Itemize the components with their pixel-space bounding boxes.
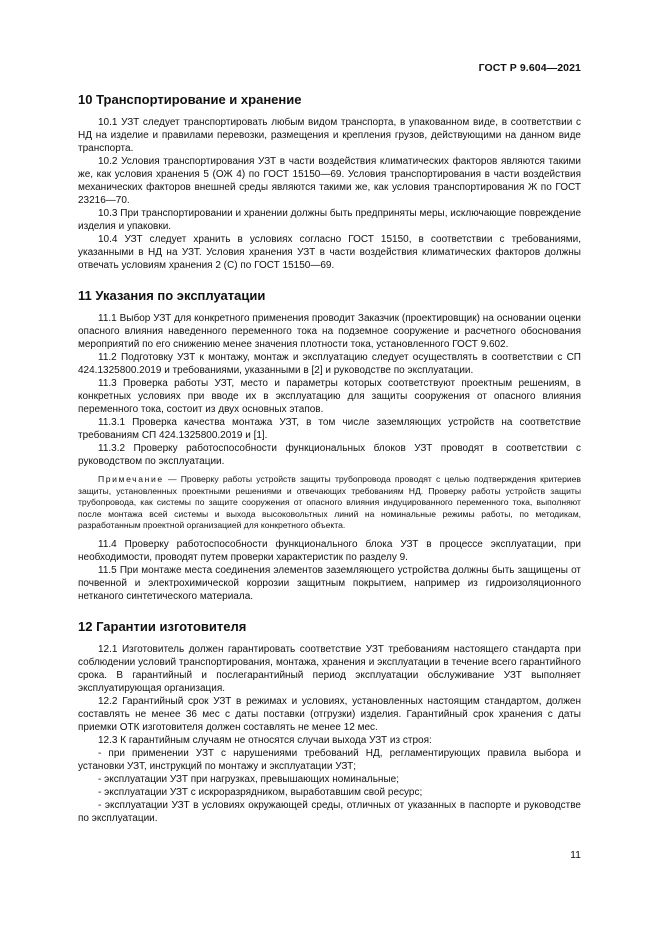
- document-id: ГОСТ Р 9.604—2021: [478, 62, 581, 74]
- paragraph-11-3-1: 11.3.1 Проверка качества монтажа УЗТ, в том числе заземляющих устройств на соответствие требованиям СП 424.1325800.2019 и [1].: [78, 417, 581, 441]
- list-item: - эксплуатации УЗТ в условиях окружающей среды, отличных от указанных в паспорте и руководстве по эксплуатации.: [78, 799, 581, 824]
- paragraph-12-2: 12.2 Гарантийный срок УЗТ в режимах и условиях, установленных настоящим стандартом, должен составлять не менее 36 мес с даты поставки (отгрузки) изделия. Гарантийный срок хранения с даты приемки ОТК изготовителя должен составлять не менее 12 мес.: [78, 695, 581, 733]
- paragraph-10-3: 10.3 При транспортировании и хранении должны быть предприняты меры, исключающие повреждение изделия и упаковки.: [78, 208, 581, 232]
- list-item: - эксплуатации УЗТ с искроразрядником, выработавшим свой ресурс;: [98, 786, 423, 798]
- paragraph-11-3-2: 11.3.2 Проверку работоспособности функциональных блоков УЗТ проводят в соответствии с руководством по эксплуатации.: [78, 443, 581, 467]
- note-text: — Проверку работы устройств защиты трубопровода проводят с целью подтверждения критериев защиты, установленных проектными решениями и отвечающих требованиям НД. Проверку работы устройств защиты трубопровода, как системы по защите сооружения от опасного влияния индуцированного переменного тока, выполняют после монтажа всей системы и выхода высоковольтных линий на номинальные режимы работы, по методикам, разработанным проектной организацией для конкретного объекта.: [78, 474, 581, 531]
- paragraph-10-4: 10.4 УЗТ следует хранить в условиях согласно ГОСТ 15150, в соответствии с требованиями, указанными в НД на УЗТ. Условия хранения УЗТ в части воздействия климатических факторов должны отвечать условиям хранения 2 (С) по ГОСТ 15150—69.: [78, 234, 581, 271]
- paragraph-12-3: 12.3 К гарантийным случаям не относятся случаи выхода УЗТ из строя:: [98, 734, 432, 746]
- section-heading: 12 Гарантии изготовителя: [78, 618, 247, 634]
- section-11: [78, 288, 581, 603]
- section-heading: 10 Транспортирование и хранение: [78, 92, 302, 107]
- paragraph-11-2: 11.2 Подготовку УЗТ к монтажу, монтаж и эксплуатацию следует осуществлять в соответствии с СП 424.1325800.2019 и требованиями, указанными в [2] и руководстве по эксплуатации.: [78, 352, 581, 376]
- section-spacer: [78, 603, 581, 619]
- paragraph-11-5: 11.5 При монтаже места соединения элементов заземляющего устройства должны быть защищены от почвенной и электрохимической коррозии защитным покрытием, например из гидроизоляционного нетканого синтетического материала.: [78, 564, 581, 602]
- paragraph-10-1: 10.1 УЗТ следует транспортировать любым видом транспорта, в упакованном виде, в соответствии с НД на изделие и правилами перевозки, размещения и крепления грузов, действующими на данном виде транспорта.: [78, 117, 581, 154]
- list-item: - при применении УЗТ с нарушениями требований НД, регламентирующих правила выбора и установки УЗТ, инструкций по монтажу и эксплуатации УЗТ;: [78, 747, 581, 772]
- note-label: Примечание: [98, 474, 164, 484]
- paragraph-12-1: 12.1 Изготовитель должен гарантировать соответствие УЗТ требованиям настоящего стандарта при соблюдении условий транспортирования, монтажа, хранения и эксплуатации в течение всего гарантийного срока. В гарантийный и послегарантийный период эксплуатации обслуживание УЗТ выполняет эксплуатирующая организация.: [78, 643, 581, 694]
- paragraph-11-1: 11.1 Выбор УЗТ для конкретного применения проводит Заказчик (проектировщик) на основании оценки опасного влияния наведенного переменного тока на подземное сооружение и расчетного обоснования мероприятий по его снижению менее значения плотности тока, установленного ГОСТ 9.602.: [78, 313, 581, 350]
- paragraph-10-2: 10.2 Условия транспортирования УЗТ в части воздействия климатических факторов являются такими же, как условия хранения 5 (ОЖ 4) по ГОСТ 15150—69. Условия транспортирования в части воздействия механических факторов внешней среды являются такими же, как условия транспортирования Ж по ГОСТ 23216—70.: [78, 156, 581, 206]
- section-12: [78, 619, 581, 825]
- section-10: [78, 92, 581, 272]
- note: [78, 474, 581, 532]
- section-heading: 11 Указания по эксплуатации: [78, 288, 266, 303]
- list-item: - эксплуатации УЗТ при нагрузках, превышающих номинальные;: [98, 773, 399, 785]
- paragraph-11-3: 11.3 Проверка работы УЗТ, место и параметры которых соответствуют проектным решениям, в конкретных условиях при вводе их в эксплуатацию для защиты сооружения от опасного влияния переменного тока, состоит из двух основных этапов.: [78, 378, 581, 415]
- section-spacer: [78, 272, 581, 288]
- page-number: 11: [570, 849, 581, 861]
- paragraph-11-4: 11.4 Проверку работоспособности функционального блока УЗТ в процессе эксплуатации, при необходимости, проводят путем проверки характеристик по разделу 9.: [78, 538, 581, 563]
